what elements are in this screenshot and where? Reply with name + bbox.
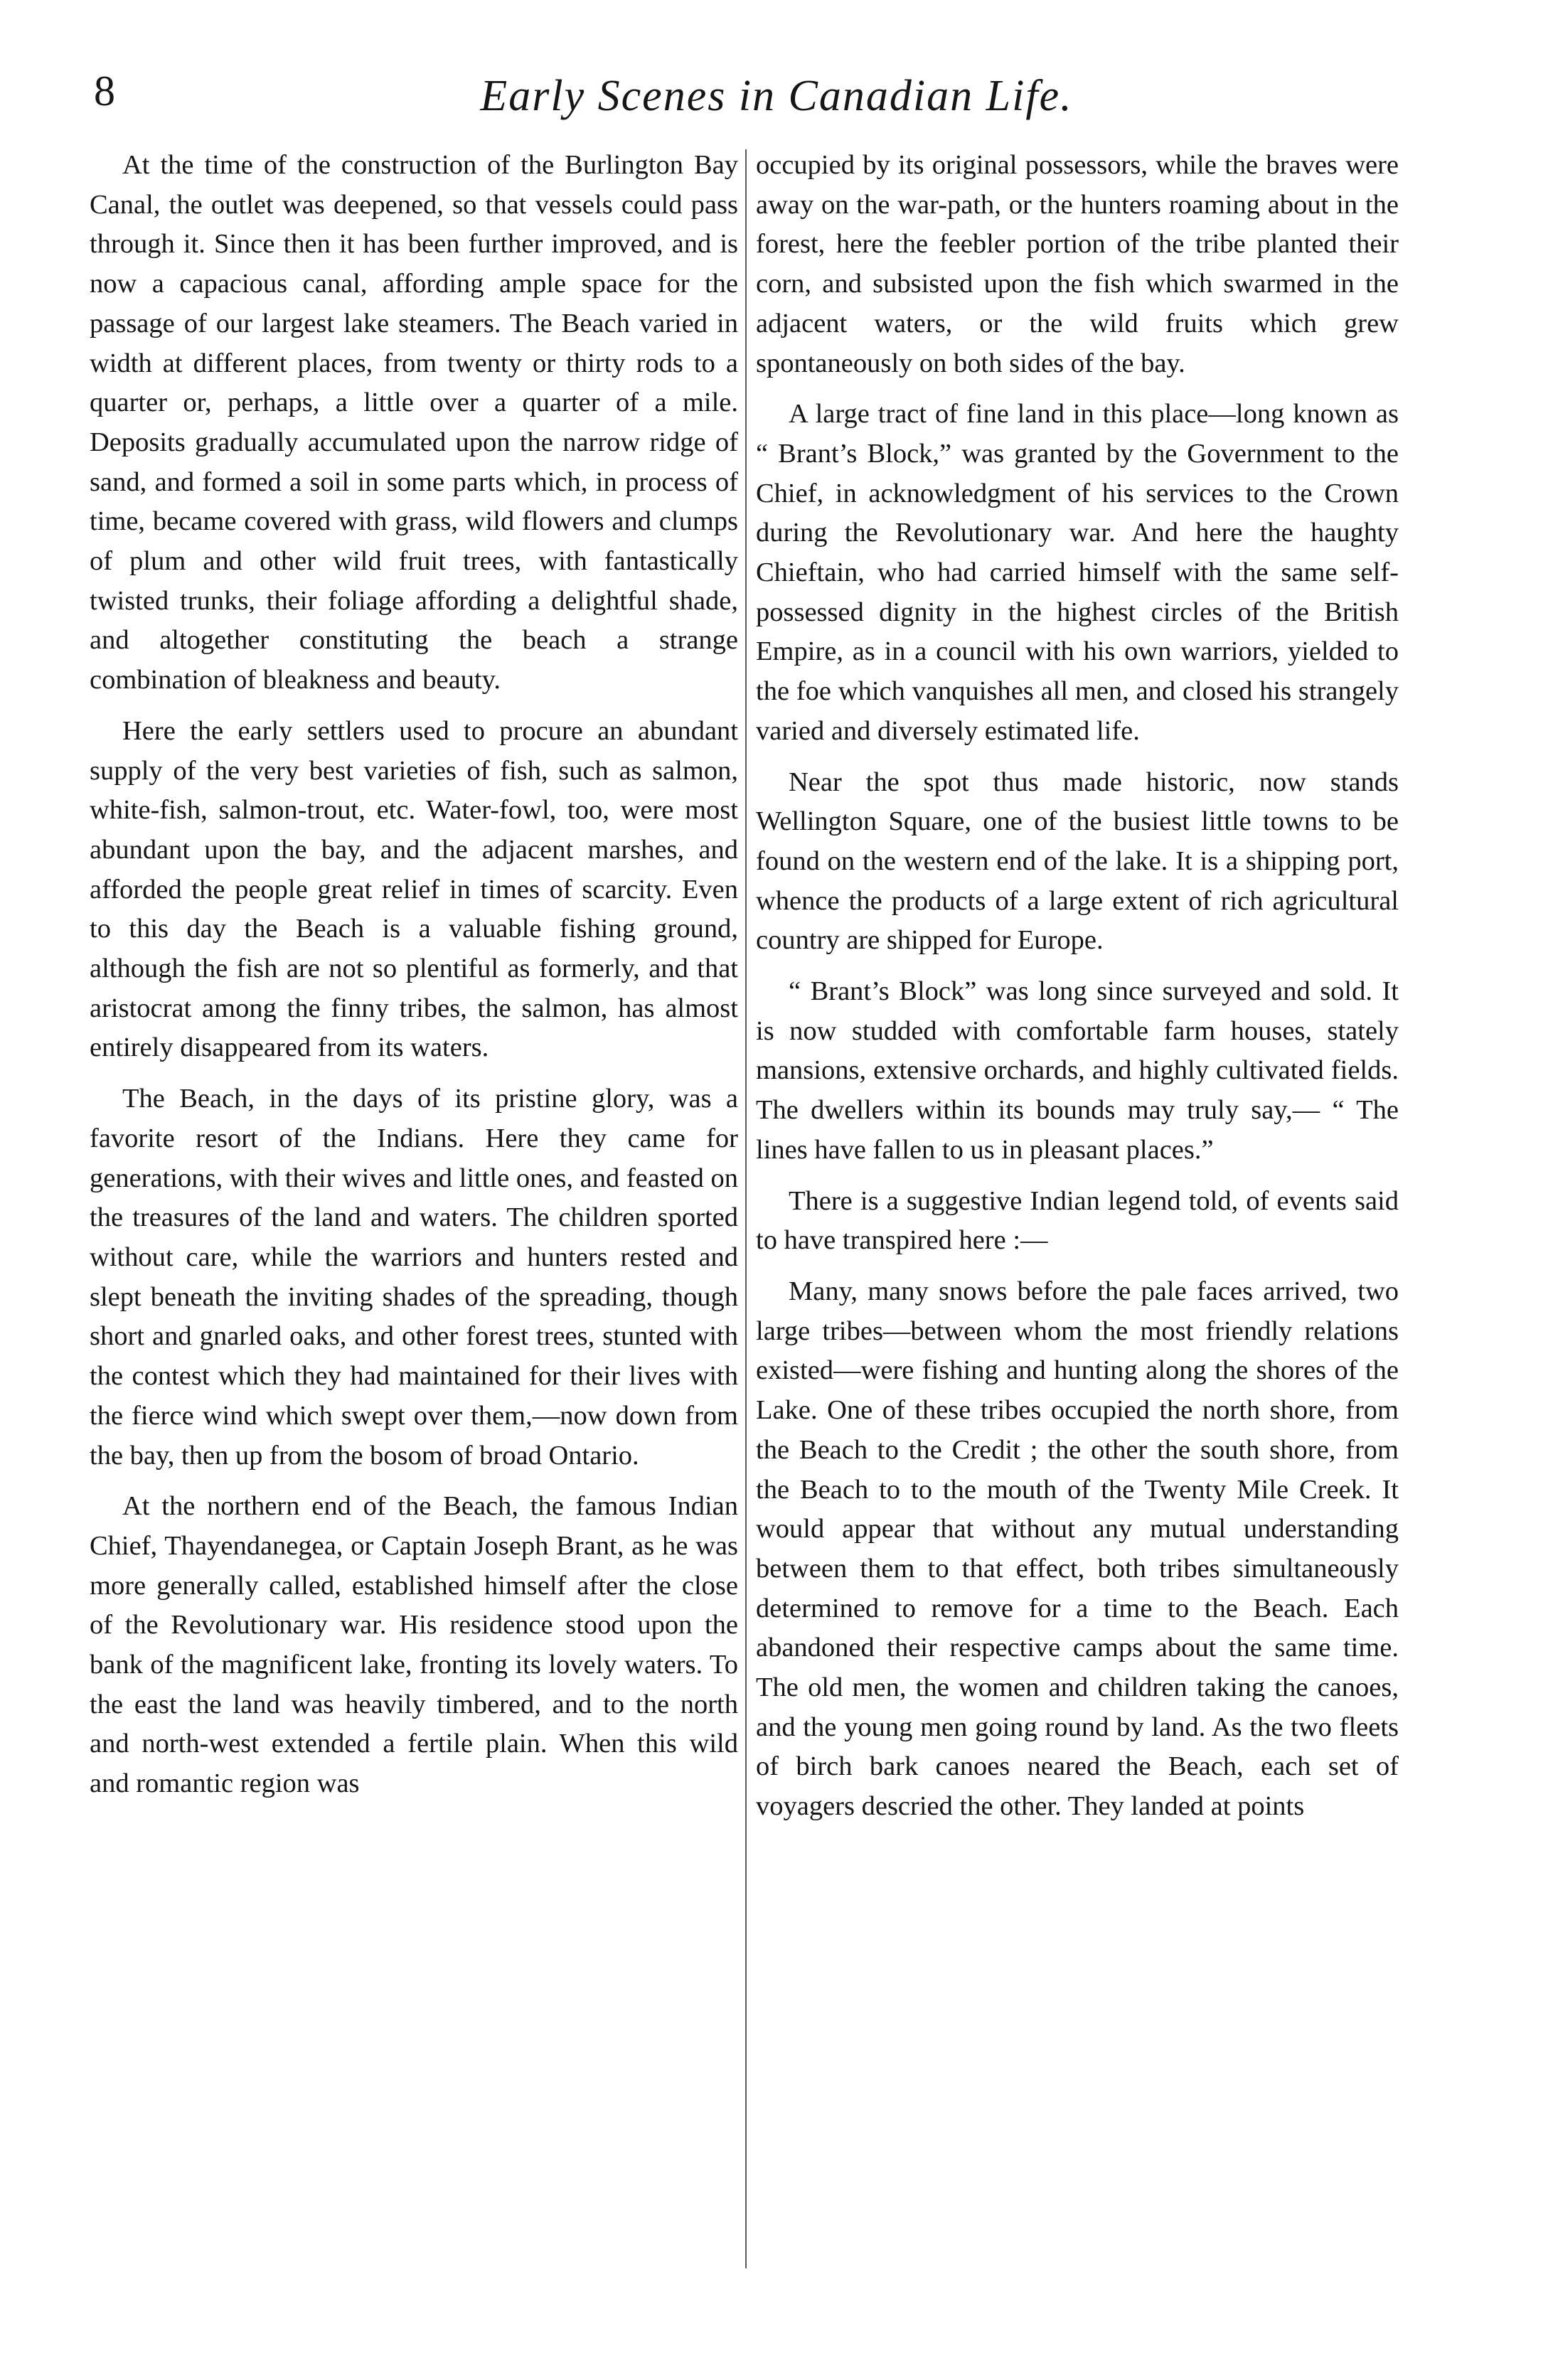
page-number: 8 bbox=[94, 68, 115, 114]
paragraph-joseph-brant: At the northern end of the Beach, the famous Indian Chief, Thayendanegea, or Captain Joseph Brant, as he was more generally called, established himself after the close of the Revolutionary war. His residence stood upon the bank of the magnificent lake, fronting its lovely waters. To the east the land was heavily timbered, and to the north and north-west extended a fertile plain. When this wild and romantic region was bbox=[90, 1491, 738, 1799]
running-title: Early Scenes in Canadian Life. bbox=[480, 72, 1073, 120]
right-column bbox=[756, 146, 1399, 1838]
paragraph-early-settlers: Here the early settlers used to procure an abundant supply of the very best varieties of fish, such as salmon, white-fish, salmon-trout, etc. Water-fowl, too, were most abundant upon the bay, and the adjacent marshes, and afforded the people great relief in times of scarcity. Even to this day the Beach is a valuable fishing ground, although the fish are not so plentiful as formerly, and that aristocrat among the finny tribes, the salmon, has almost entirely disappeared from its waters. bbox=[90, 715, 738, 1063]
paragraph-continuation: occupied by its original possessors, while the braves were away on the war-path, or the hunters roaming about in the forest, here the feebler portion of the tribe planted their corn, and subsisted upon the fish which swarmed in the adjacent waters, or the wild fruits which grew spontaneously on both sides of the bay. bbox=[756, 150, 1399, 378]
paragraph-brants-block-sold: “ Brant’s Block” was long since surveyed and sold. It is now studded with comfortable farm houses, stately mansions, extensive orchards, and highly cultivated fields. The dwellers within its bounds may truly say,— “ The lines have fallen to us in pleasant places.” bbox=[756, 976, 1399, 1165]
left-column bbox=[90, 146, 738, 1815]
paragraph-brants-block: A large tract of fine land in this place—long known as “ Brant’s Block,” was granted by the Government to the Chief, in acknowledgment of his services to the Crown during the Revolutionary war. And here the haughty Chieftain, who had carried himself with the same self-possessed dignity in the highest circles of the British Empire, as in a council with his own warriors, yielded to the foe which vanquishes all men, and closed his strangely varied and diversely estimated life. bbox=[756, 399, 1399, 746]
paragraph-wellington-square: Near the spot thus made historic, now stands Wellington Square, one of the busiest little towns to be found on the western end of the lake. It is a shipping port, whence the products of a large extent of rich agricultural country are shipped for Europe. bbox=[756, 767, 1399, 956]
paragraph-canal-beach: At the time of the construction of the Burlington Bay Canal, the outlet was deepened, so that vessels could pass through it. Since then it has been further improved, and is now a capacious canal, affording ample space for the passage of our largest lake steamers. The Beach varied in width at different places, from twenty or thirty rods to a quarter or, perhaps, a little over a quarter of a mile. Deposits gradually accumulated upon the narrow ridge of sand, and formed a soil in some parts which, in process of time, became covered with grass, wild flowers and clumps of plum and other wild fruit trees, with fantastically twisted trunks, their foliage affording a delightful shade, and altogether constituting the beach a strange combination of bleakness and beauty. bbox=[90, 150, 738, 695]
paragraph-legend-intro: There is a suggestive Indian legend told, of events said to have transpired here :— bbox=[756, 1185, 1399, 1256]
paragraph-two-tribes: Many, many snows before the pale faces arrived, two large tribes—between whom the most friendly relations existed—were fishing and hunting along the shores of the Lake. One of these tribes occupied the north shore, from the Beach to the Credit ; the other the south shore, from the Beach to to the mouth of the Twenty Mile Creek. It would appear that without any mutual understanding between them to that effect, both tribes simultaneously determined to remove for a time to the Beach. Each abandoned their respective camps about the same time. The old men, the women and children taking the canoes, and the young men going round by land. As the two fleets of birch bark canoes neared the Beach, each set of voyagers descried the other. They landed at points bbox=[756, 1276, 1399, 1822]
column-divider bbox=[745, 149, 747, 2268]
paragraph-indian-resort: The Beach, in the days of its pristine glory, was a favorite resort of the Indians. Here they came for generations, with their wives and little ones, and feasted on the treasures of the land and waters. The children sported without care, while the warriors and hunters rested and slept beneath the inviting shades of the spreading, though short and gnarled oaks, and other forest trees, stunted with the contest which they had maintained for their lives with the fierce wind which swept over them,—now down from the bay, then up from the bosom of broad Ontario. bbox=[90, 1084, 738, 1471]
